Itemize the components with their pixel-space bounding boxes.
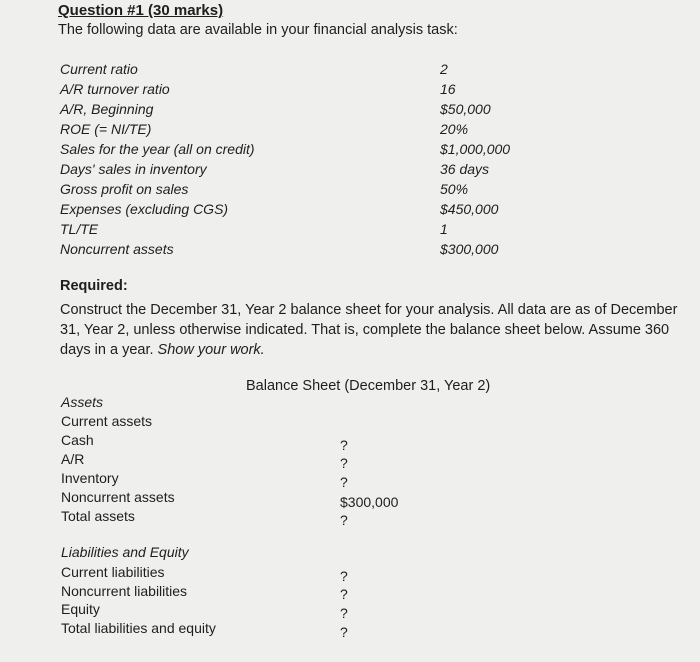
given-value-ar-beginning: $50,000 xyxy=(440,101,491,117)
bs-value-current-liabilities: ? xyxy=(340,568,348,584)
required-instructions: Construct the December 31, Year 2 balance sheet for your analysis. All data are as of December 31, Year 2, unless otherwise indicated. That is, complete the balance sheet below. Assume 360 days in a year. xyxy=(60,302,678,358)
given-value-noncurrent-assets: $300,000 xyxy=(440,241,499,257)
bs-label-cash: Cash xyxy=(61,432,94,448)
bs-label-noncurrent-assets: Noncurrent assets xyxy=(61,489,175,505)
given-label-days-inventory: Days' sales in inventory xyxy=(60,161,207,177)
balance-sheet-title: Balance Sheet (December 31, Year 2) xyxy=(246,378,491,394)
assets-heading: Assets xyxy=(61,394,104,410)
current-assets-heading: Current assets xyxy=(61,413,153,429)
given-value-tl-te: 1 xyxy=(440,221,448,237)
bs-label-current-liabilities: Current liabilities xyxy=(61,564,165,580)
question-title: Question #1 (30 marks) xyxy=(58,2,224,19)
given-label-roe: ROE (= NI/TE) xyxy=(60,121,152,137)
bs-value-cash: ? xyxy=(340,437,348,453)
given-label-ar-beginning: A/R, Beginning xyxy=(60,101,154,117)
given-label-tl-te: TL/TE xyxy=(60,221,99,237)
required-heading: Required: xyxy=(60,278,128,294)
bs-label-noncurrent-liabilities: Noncurrent liabilities xyxy=(61,583,188,599)
given-value-roe: 20% xyxy=(440,121,469,137)
bs-label-inventory: Inventory xyxy=(61,470,119,486)
given-value-sales: $1,000,000 xyxy=(440,141,511,157)
given-value-ar-turnover: 16 xyxy=(440,81,456,97)
bs-value-total-liab-equity: ? xyxy=(340,624,348,640)
given-label-ar-turnover: A/R turnover ratio xyxy=(60,81,170,97)
bs-value-ar: ? xyxy=(340,455,348,471)
given-value-current-ratio: 2 xyxy=(440,61,448,77)
given-label-gross-profit: Gross profit on sales xyxy=(60,181,189,197)
bs-label-equity: Equity xyxy=(61,601,100,617)
required-show-work: Show your work. xyxy=(157,342,265,358)
required-text xyxy=(60,300,690,360)
given-label-noncurrent-assets: Noncurrent assets xyxy=(60,241,174,257)
bs-value-total-assets: ? xyxy=(340,512,348,528)
bs-label-total-assets: Total assets xyxy=(61,508,135,524)
bs-label-ar: A/R xyxy=(61,451,85,467)
question-intro: The following data are available in your financial analysis task: xyxy=(58,22,458,38)
given-label-current-ratio: Current ratio xyxy=(60,61,138,77)
bs-value-noncurrent-assets: $300,000 xyxy=(340,494,399,510)
liabilities-equity-heading: Liabilities and Equity xyxy=(61,544,189,560)
bs-value-noncurrent-liabilities: ? xyxy=(340,586,348,602)
bs-value-inventory: ? xyxy=(340,474,348,490)
bs-label-total-liab-equity: Total liabilities and equity xyxy=(61,620,216,636)
bs-value-equity: ? xyxy=(340,605,348,621)
given-label-expenses: Expenses (excluding CGS) xyxy=(60,201,229,217)
given-value-days-inventory: 36 days xyxy=(440,161,490,177)
given-value-gross-profit: 50% xyxy=(440,181,469,197)
given-label-sales: Sales for the year (all on credit) xyxy=(60,141,255,157)
given-value-expenses: $450,000 xyxy=(440,201,499,217)
